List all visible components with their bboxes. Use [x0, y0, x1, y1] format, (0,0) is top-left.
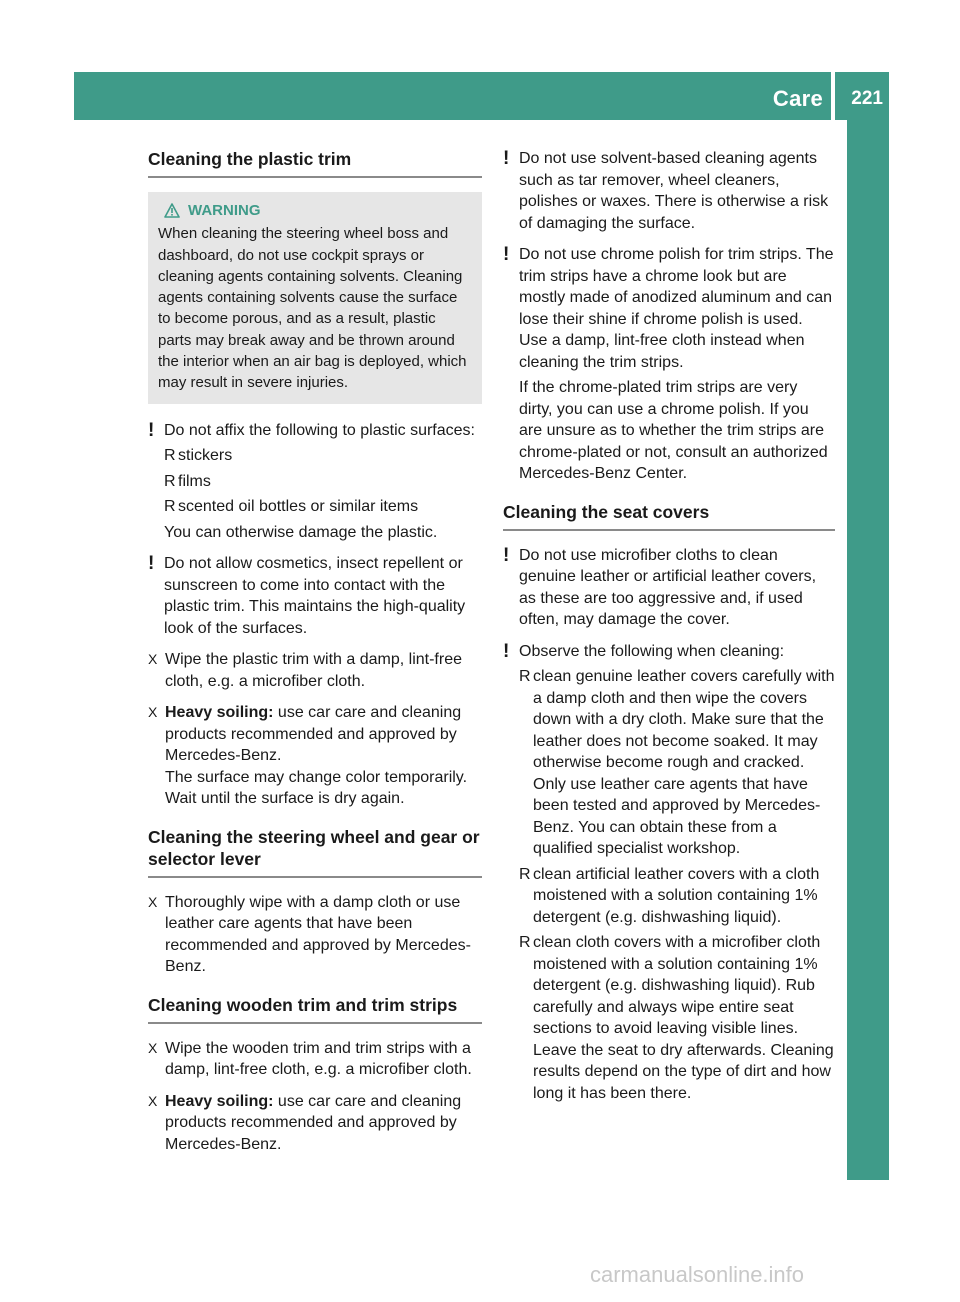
note — [148, 420, 482, 544]
warning-text: When cleaning the steering wheel boss and dashboard, do not use cockpit sprays or cleaning agents containing solvents. Cleaning agents containing solvents cause the surface to become porous, and as a result, plastic parts may break away and be thrown around the interior when an air bag is deployed, which may result in severe injuries. — [158, 225, 467, 392]
step-arrow-icon: X — [148, 1039, 158, 1056]
side-tab-marker — [847, 613, 889, 655]
warning-label: WARNING — [188, 202, 261, 219]
step-text: The surface may change color temporarily. Wait until the surface is dry again. — [165, 768, 468, 808]
right-column — [503, 148, 835, 1114]
note-text: You can otherwise damage the plastic. — [164, 523, 438, 541]
instruction-step — [148, 892, 482, 978]
step-text: use car care and cleaning products recommended and approved by Mercedes-Benz. — [165, 704, 462, 765]
instruction-step — [148, 1038, 482, 1081]
list-item: R scented oil bottles or similar items — [164, 496, 482, 518]
warning-icon — [164, 203, 180, 218]
instruction-step — [148, 649, 482, 692]
section-title-plastic: Cleaning the plastic trim — [148, 148, 482, 178]
note-icon: ! — [148, 553, 155, 575]
header-bar — [74, 72, 889, 120]
bullet-icon: R — [519, 668, 531, 685]
bullet-icon: R — [519, 934, 531, 951]
note-text: Do not use chrome polish for trim strips. The trim strips have a chrome look but are mostly made of anodized aluminum and can lose their shine if chrome polish is used. Use a damp, lint-free cloth instead when cleaning the trim strips. — [519, 246, 834, 371]
step-text: Thoroughly wipe with a damp cloth or use leather care agents that have been recommended and approved by Mercedes-Benz. — [165, 893, 471, 976]
note-text: If the chrome-plated trim strips are very dirty, you can use a chrome polish. If you are unsure as to whether the trim strips are chrome-plated or not, consult an authorized Mercedes-Benz Center. — [519, 379, 828, 482]
note-icon: ! — [503, 148, 510, 169]
instruction-step — [148, 702, 482, 810]
note-text: Observe the following when cleaning: — [519, 642, 785, 660]
step-text: Wipe the wooden trim and trim strips with a damp, lint-free cloth, e.g. a microfiber cloth. — [165, 1039, 472, 1079]
note-icon: ! — [503, 544, 510, 566]
step-emphasis: Heavy soiling: — [165, 704, 274, 722]
warning-box — [148, 192, 482, 404]
side-tab-label: Maintenance and care — [705, 298, 730, 528]
list-item: R films — [164, 471, 482, 493]
note — [503, 148, 835, 234]
list-item: R stickers — [164, 445, 482, 467]
list-item: R clean genuine leather covers carefully with a damp cloth and then wipe the covers down with a dry cloth. Make sure that the leather does not become soaked. It may otherwise become rough and cracked. Only use leather care agents that have been tested and approved by Mercedes-Benz. You can obtain these from a qualified specialist workshop. — [519, 668, 835, 857]
note — [503, 641, 835, 1105]
left-column — [148, 148, 482, 1165]
note-text: Do not affix the following to plastic surfaces: — [164, 421, 475, 439]
bullet-icon: R — [164, 472, 176, 490]
header-divider — [831, 72, 835, 120]
note — [148, 553, 482, 639]
note-icon: ! — [148, 419, 155, 441]
note-icon: ! — [503, 640, 510, 662]
step-text: use car care and cleaning products recommended and approved by Mercedes-Benz. — [165, 1092, 462, 1153]
bullet-icon: R — [519, 865, 531, 883]
note-text: Do not use solvent-based cleaning agents such as tar remover, wheel cleaners, polishes or waxes. There is otherwise a risk of damaging the surface. — [519, 150, 829, 232]
bullet-icon: R — [164, 498, 176, 516]
note-text: Do not allow cosmetics, insect repellent or sunscreen to come into contact with the plastic trim. This maintains the high-quality look of the surfaces. — [164, 555, 466, 637]
note-text: Do not use microfiber cloths to clean genuine leather or artificial leather covers, as these are too aggressive and, if used often, may damage the cover. — [519, 546, 817, 628]
page-number: 221 — [851, 88, 883, 109]
section-title-wooden: Cleaning wooden trim and trim strips — [148, 994, 482, 1024]
bullet-icon: R — [164, 447, 176, 465]
list-item: R clean artificial leather covers with a cloth moistened with a solution containing 1% detergent (e.g. dishwashing liquid). — [519, 865, 820, 926]
note-icon: ! — [503, 244, 510, 265]
instruction-step — [148, 1091, 482, 1156]
section-title-steering: Cleaning the steering wheel and gear or selector lever — [148, 826, 482, 878]
section-title-seat: Cleaning the seat covers — [503, 501, 835, 531]
list-item: R clean cloth covers with a microfiber cloth moistened with a solution containing 1% detergent (e.g. dishwashing liquid). Rub carefully and always wipe entire seat sections to avoid leaving visible lines. Leave the seat to dry afterwards. Cleaning results depend on the type of dirt and how long it has been there. — [519, 934, 834, 1102]
step-arrow-icon: X — [148, 651, 158, 668]
step-arrow-icon: X — [148, 704, 158, 721]
step-text: Wipe the plastic trim with a damp, lint-free cloth, e.g. a microfiber cloth. — [165, 651, 462, 690]
chapter-title: Care — [772, 86, 823, 111]
step-emphasis: Heavy soiling: — [165, 1092, 274, 1110]
watermark: carmanualsonline.info — [590, 1262, 805, 1287]
note — [503, 244, 835, 485]
step-arrow-icon: X — [148, 1092, 158, 1109]
step-arrow-icon: X — [148, 893, 158, 910]
note — [503, 545, 835, 631]
